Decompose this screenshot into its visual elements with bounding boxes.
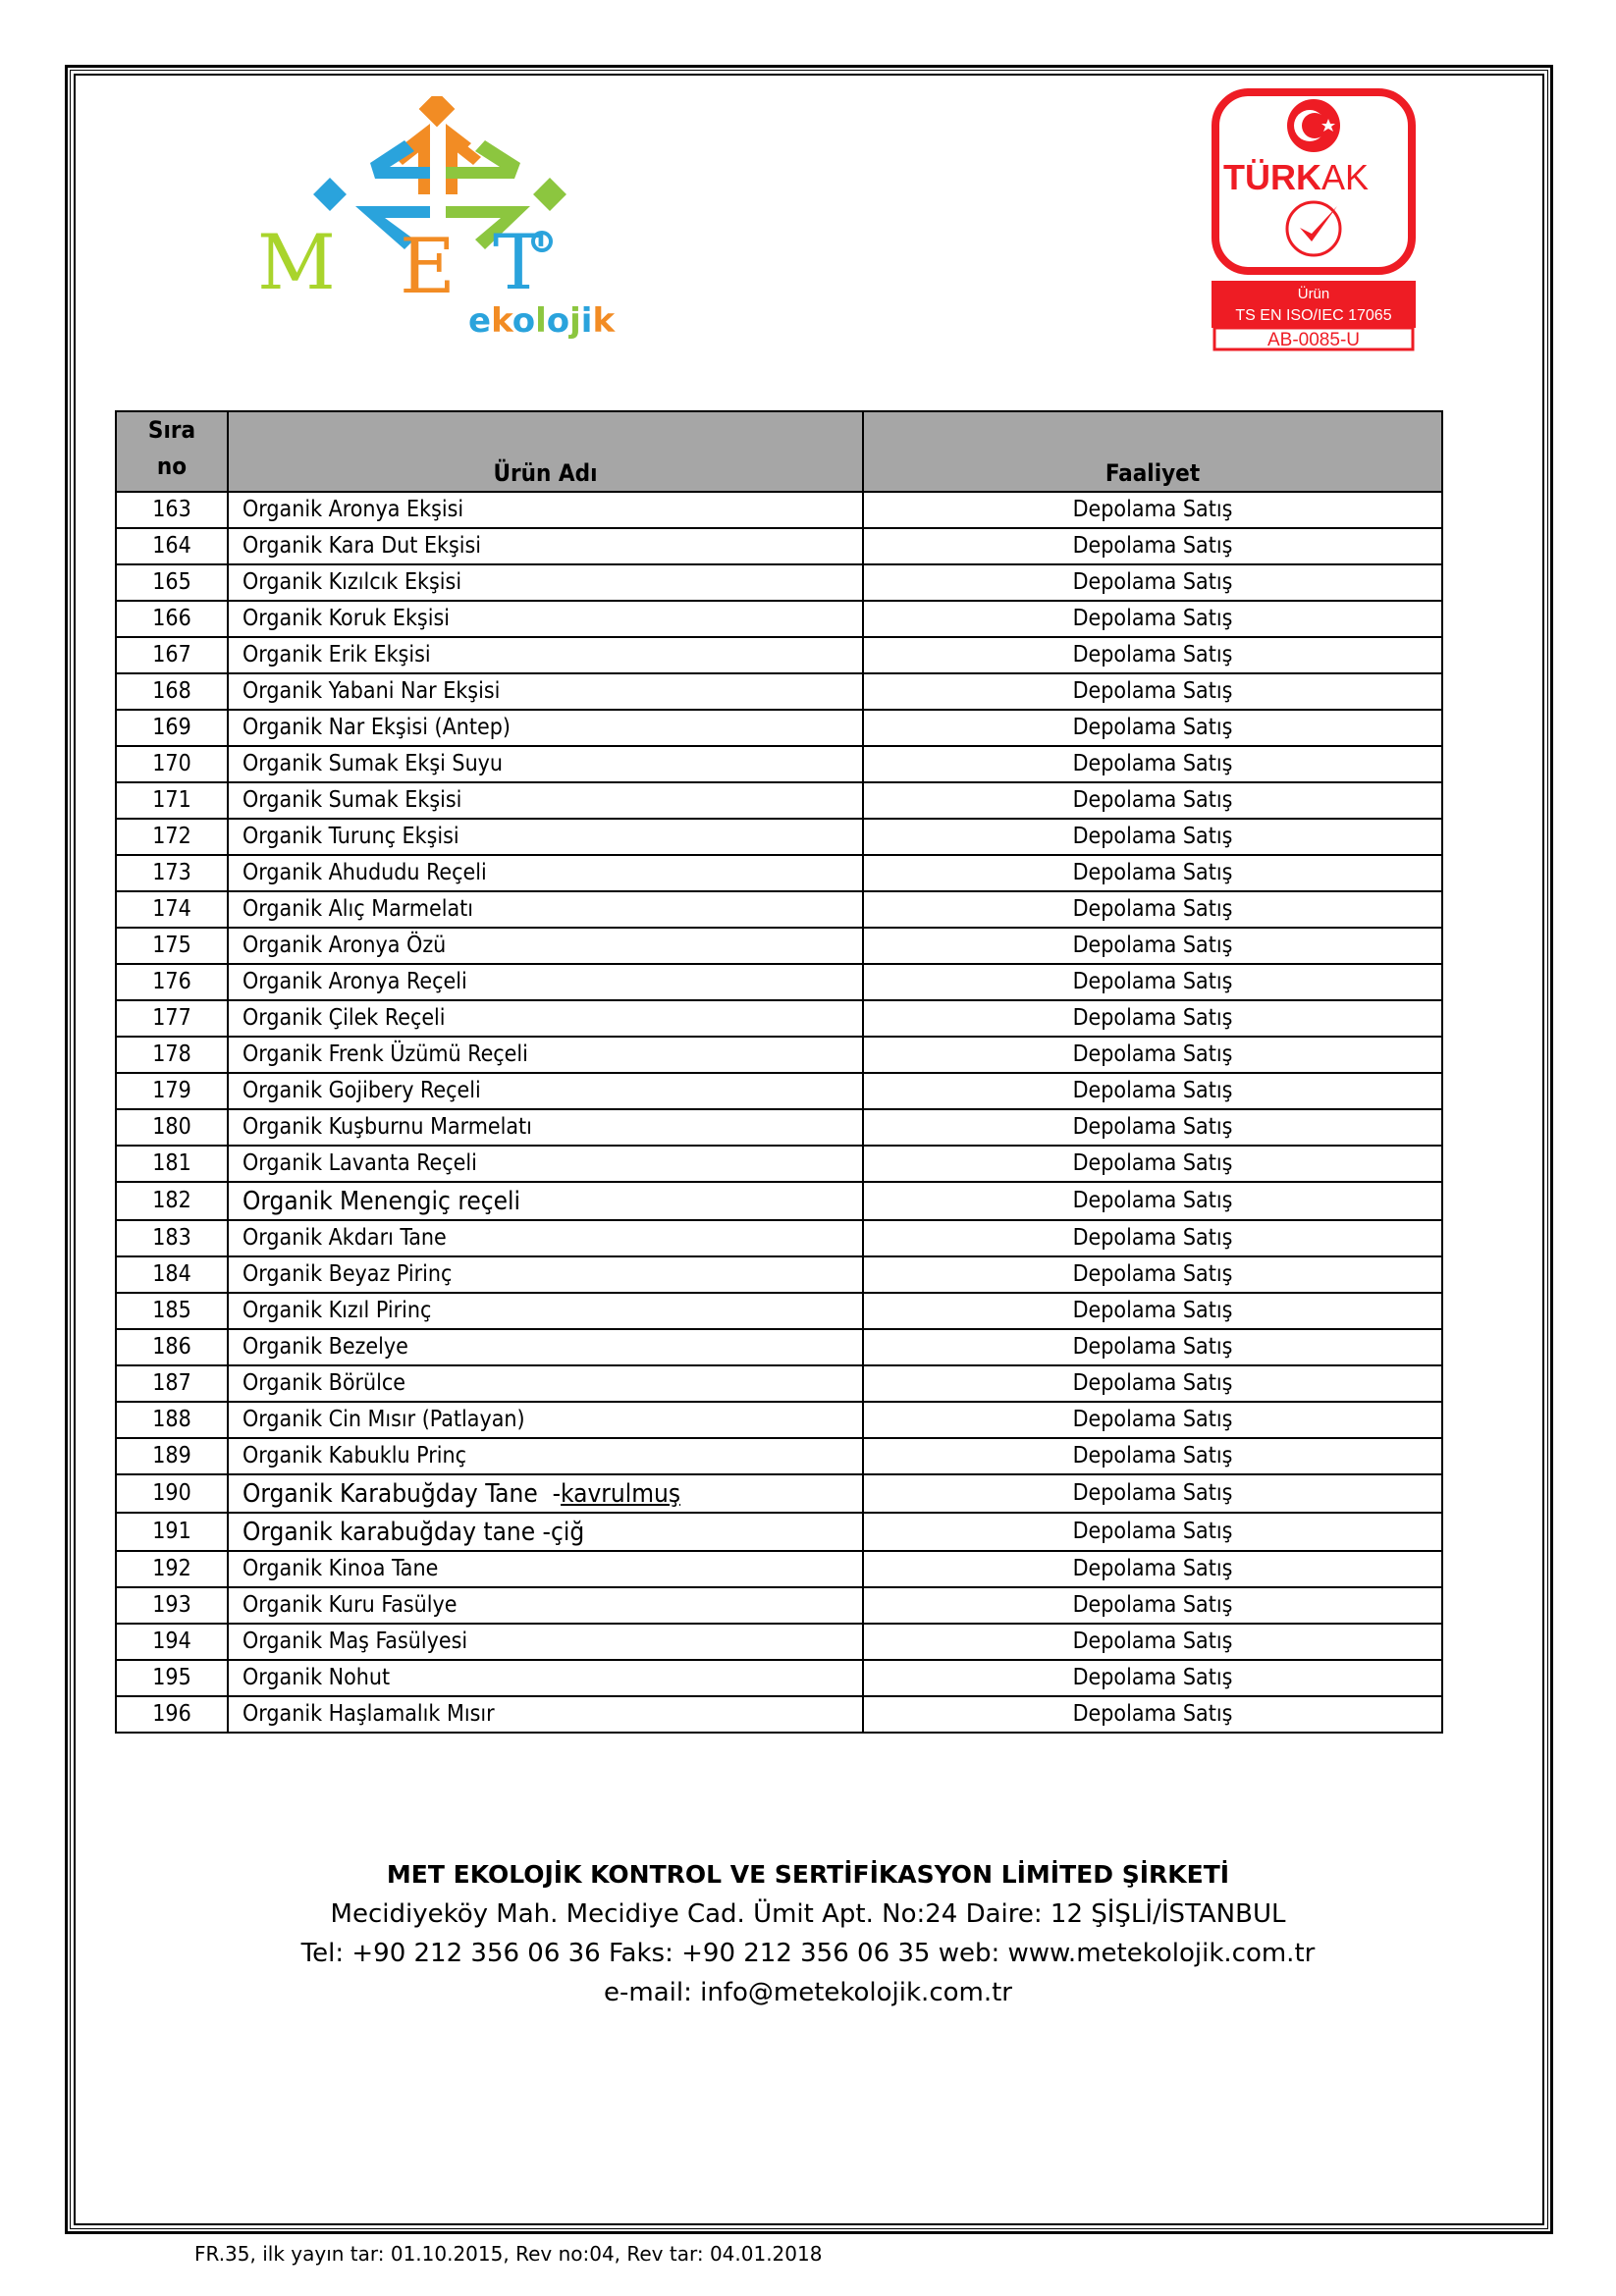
product-name-text: Organik Kuşburnu Marmelatı: [242, 1114, 532, 1141]
row-number: 177: [116, 1000, 228, 1037]
product-name: [228, 891, 863, 928]
table-row: [116, 1551, 1442, 1587]
product-activity: Depolama Satış: [863, 782, 1442, 819]
table-row: [116, 1000, 1442, 1037]
product-name-text: Organik Karabuğday Tane -: [242, 1478, 562, 1509]
product-activity: Depolama Satış: [863, 1220, 1442, 1256]
table-row: [116, 1365, 1442, 1402]
product-name: [228, 528, 863, 564]
product-name-text: Organik Aronya Özü: [242, 933, 447, 959]
product-activity: Depolama Satış: [863, 564, 1442, 601]
product-name: [228, 564, 863, 601]
product-activity: Depolama Satış: [863, 1660, 1442, 1696]
table-row: [116, 1293, 1442, 1329]
product-activity: Depolama Satış: [863, 1696, 1442, 1733]
table-header-row: [116, 411, 1442, 492]
product-name: [228, 1438, 863, 1474]
row-number: 181: [116, 1146, 228, 1182]
row-number: 186: [116, 1329, 228, 1365]
row-number: 188: [116, 1402, 228, 1438]
product-name: [228, 492, 863, 528]
product-name: [228, 1293, 863, 1329]
product-name: [228, 710, 863, 746]
company-address: Mecidiyeköy Mah. Mecidiye Cad. Ümit Apt. No:24 Daire: 12 ŞİŞLİ/İSTANBUL: [330, 1899, 1286, 1929]
table-row: [116, 964, 1442, 1000]
table-row: [116, 710, 1442, 746]
product-activity: Depolama Satış: [863, 928, 1442, 964]
row-number: 166: [116, 601, 228, 637]
product-name-text: Organik Lavanta Reçeli: [242, 1150, 477, 1177]
product-name-text: Organik Haşlamalık Mısır: [242, 1701, 495, 1728]
product-activity: Depolama Satış: [863, 601, 1442, 637]
product-activity: Depolama Satış: [863, 1109, 1442, 1146]
table-row: [116, 891, 1442, 928]
product-name-text: Organik Kuru Fasülye: [242, 1592, 458, 1619]
product-name: [228, 1073, 863, 1109]
product-name: [228, 928, 863, 964]
row-number: 164: [116, 528, 228, 564]
product-name: [228, 1696, 863, 1733]
table-row: [116, 1220, 1442, 1256]
turkak-name: [1223, 157, 1369, 197]
product-name: [228, 1146, 863, 1182]
product-name: [228, 782, 863, 819]
product-name: [228, 1037, 863, 1073]
turkak-name-light: AK: [1320, 157, 1370, 197]
product-name-text: Organik Yabani Nar Ekşisi: [242, 678, 501, 705]
company-contact: Tel: +90 212 356 06 36 Faks: +90 212 356 06 35 web: www.metekolojik.com.tr: [300, 1939, 1316, 1968]
product-name: [228, 601, 863, 637]
table-row: [116, 1696, 1442, 1733]
product-name: [228, 1000, 863, 1037]
table-row: [116, 1073, 1442, 1109]
product-name: [228, 1624, 863, 1660]
product-name-text: Organik Kabuklu Prinç: [242, 1443, 466, 1469]
table-row: [116, 1438, 1442, 1474]
row-number: 184: [116, 1256, 228, 1293]
row-number: 173: [116, 855, 228, 891]
company-email: e-mail: info@metekolojik.com.tr: [604, 1978, 1012, 2007]
product-name: [228, 673, 863, 710]
product-name-text: Organik Sumak Ekşi Suyu: [242, 751, 504, 777]
table-row: [116, 1474, 1442, 1513]
header-sira-line2: no: [156, 453, 188, 481]
product-name-qualifier: kavrulmuş: [561, 1478, 681, 1509]
row-number: 189: [116, 1438, 228, 1474]
table-row: [116, 1513, 1442, 1551]
row-number: 172: [116, 819, 228, 855]
product-activity: Depolama Satış: [863, 1073, 1442, 1109]
product-name-text: Organik Kızıl Pirinç: [242, 1298, 432, 1324]
table-row: [116, 492, 1442, 528]
product-activity: Depolama Satış: [863, 492, 1442, 528]
product-name-text: Organik Çilek Reçeli: [242, 1005, 446, 1032]
product-name: [228, 964, 863, 1000]
row-number: 163: [116, 492, 228, 528]
product-name: [228, 1587, 863, 1624]
row-number: 174: [116, 891, 228, 928]
product-name: [228, 1513, 863, 1551]
product-activity: Depolama Satış: [863, 1551, 1442, 1587]
logo-ekolojik-text: ekolojik: [468, 301, 616, 341]
product-name: [228, 1220, 863, 1256]
product-name-text: Organik Menengiç reçeli: [242, 1186, 521, 1216]
row-number: 193: [116, 1587, 228, 1624]
logo-letter-e: E: [400, 223, 456, 311]
product-name-text: Organik Akdarı Tane: [242, 1225, 447, 1252]
table-row: [116, 1146, 1442, 1182]
product-name-text: Organik Koruk Ekşisi: [242, 606, 450, 632]
row-number: 171: [116, 782, 228, 819]
product-activity: Depolama Satış: [863, 1587, 1442, 1624]
product-activity: Depolama Satış: [863, 637, 1442, 673]
product-name-text: Organik Sumak Ekşisi: [242, 787, 462, 814]
product-name-text: Organik Börülce: [242, 1370, 405, 1397]
table-row: [116, 928, 1442, 964]
table-row: [116, 1256, 1442, 1293]
product-name-text: Organik Maş Fasülyesi: [242, 1629, 468, 1655]
logo-letters: [257, 219, 544, 311]
product-name-text: Organik Gojibery Reçeli: [242, 1078, 481, 1104]
met-ekolojik-logo: [257, 96, 630, 351]
product-activity: Depolama Satış: [863, 964, 1442, 1000]
product-name: [228, 1474, 863, 1513]
product-name-text: Organik Beyaz Pirinç: [242, 1261, 453, 1288]
product-activity: Depolama Satış: [863, 1000, 1442, 1037]
product-name: [228, 819, 863, 855]
product-name-text: Organik Kinoa Tane: [242, 1556, 439, 1582]
table-row: [116, 673, 1442, 710]
product-name-text: Organik Nar Ekşisi (Antep): [242, 715, 511, 741]
product-name-text: Organik Kızılcık Ekşisi: [242, 569, 462, 596]
product-activity: Depolama Satış: [863, 1182, 1442, 1220]
row-number: 191: [116, 1513, 228, 1551]
product-table: [115, 410, 1443, 1734]
row-number: 187: [116, 1365, 228, 1402]
logo-letter-m: M: [257, 219, 336, 307]
product-activity: Depolama Satış: [863, 1037, 1442, 1073]
turkak-name-bold: TÜRK: [1223, 157, 1321, 197]
product-activity: Depolama Satış: [863, 1513, 1442, 1551]
product-name: [228, 1182, 863, 1220]
row-number: 169: [116, 710, 228, 746]
table-row: [116, 1402, 1442, 1438]
product-name: [228, 746, 863, 782]
product-name-text: Organik Aronya Reçeli: [242, 969, 467, 995]
product-activity: Depolama Satış: [863, 1146, 1442, 1182]
table-row: [116, 855, 1442, 891]
row-number: 176: [116, 964, 228, 1000]
product-name: [228, 1660, 863, 1696]
row-number: 194: [116, 1624, 228, 1660]
row-number: 180: [116, 1109, 228, 1146]
product-name-text: Organik Aronya Ekşisi: [242, 497, 464, 523]
table-row: [116, 819, 1442, 855]
turkak-accreditation-code: AB-0085-U: [1267, 330, 1360, 350]
table-row: [116, 1624, 1442, 1660]
turkak-scope-line2: TS EN ISO/IEC 17065: [1235, 307, 1392, 324]
product-name: [228, 1402, 863, 1438]
table-row: [116, 1587, 1442, 1624]
product-activity: Depolama Satış: [863, 1438, 1442, 1474]
product-name-text: Organik Cin Mısır (Patlayan): [242, 1407, 525, 1433]
table-row: [116, 1660, 1442, 1696]
logo-letter-t: T: [493, 219, 545, 307]
product-name: [228, 1365, 863, 1402]
product-activity: Depolama Satış: [863, 1474, 1442, 1513]
table-row: [116, 746, 1442, 782]
form-revision-info: FR.35, ilk yayın tar: 01.10.2015, Rev no:04, Rev tar: 04.01.2018: [194, 2242, 823, 2266]
row-number: 170: [116, 746, 228, 782]
product-activity: Depolama Satış: [863, 1293, 1442, 1329]
product-name: [228, 1329, 863, 1365]
row-number: 190: [116, 1474, 228, 1513]
product-activity: Depolama Satış: [863, 855, 1442, 891]
row-number: 185: [116, 1293, 228, 1329]
product-name: [228, 855, 863, 891]
product-name-text: Organik Ahududu Reçeli: [242, 860, 487, 886]
row-number: 167: [116, 637, 228, 673]
table-row: [116, 1182, 1442, 1220]
product-activity: Depolama Satış: [863, 746, 1442, 782]
product-activity: Depolama Satış: [863, 1402, 1442, 1438]
table-row: [116, 1037, 1442, 1073]
product-name-text: Organik Alıç Marmelatı: [242, 896, 474, 923]
product-name-text: Organik Erik Ekşisi: [242, 642, 431, 668]
row-number: 178: [116, 1037, 228, 1073]
table-row: [116, 782, 1442, 819]
product-name: [228, 1551, 863, 1587]
product-activity: Depolama Satış: [863, 710, 1442, 746]
product-activity: Depolama Satış: [863, 673, 1442, 710]
product-activity: Depolama Satış: [863, 1256, 1442, 1293]
turkak-scope-line1: Ürün: [1297, 286, 1330, 302]
product-activity: Depolama Satış: [863, 819, 1442, 855]
table-row: [116, 1329, 1442, 1365]
product-activity: Depolama Satış: [863, 1624, 1442, 1660]
product-name-text: Organik karabuğday tane -çiğ: [242, 1517, 585, 1547]
product-activity: Depolama Satış: [863, 528, 1442, 564]
product-name-text: Organik Kara Dut Ekşisi: [242, 533, 482, 560]
row-number: 192: [116, 1551, 228, 1587]
row-number: 183: [116, 1220, 228, 1256]
row-number: 175: [116, 928, 228, 964]
product-activity: Depolama Satış: [863, 1329, 1442, 1365]
header-faaliyet: Faaliyet: [863, 411, 1442, 492]
table-row: [116, 564, 1442, 601]
table-row: [116, 601, 1442, 637]
product-name-text: Organik Frenk Üzümü Reçeli: [242, 1041, 528, 1068]
table-row: [116, 528, 1442, 564]
row-number: 182: [116, 1182, 228, 1220]
company-name: MET EKOLOJİK KONTROL VE SERTİFİKASYON LİMİTED ŞİRKETİ: [386, 1860, 1230, 1889]
product-name: [228, 1256, 863, 1293]
header-sira-line1: Sıra: [147, 416, 196, 444]
header-sira-no: [116, 411, 228, 492]
product-activity: Depolama Satış: [863, 1365, 1442, 1402]
table-row: [116, 1109, 1442, 1146]
product-name-text: Organik Turunç Ekşisi: [242, 824, 459, 850]
turkak-accreditation-logo: [1210, 86, 1418, 351]
product-name-text: Organik Bezelye: [242, 1334, 408, 1361]
row-number: 195: [116, 1660, 228, 1696]
row-number: 196: [116, 1696, 228, 1733]
product-name: [228, 637, 863, 673]
product-name: [228, 1109, 863, 1146]
row-number: 165: [116, 564, 228, 601]
product-activity: Depolama Satış: [863, 891, 1442, 928]
table-row: [116, 637, 1442, 673]
row-number: 168: [116, 673, 228, 710]
product-name-text: Organik Nohut: [242, 1665, 391, 1691]
row-number: 179: [116, 1073, 228, 1109]
header-urun-adi: Ürün Adı: [228, 411, 863, 492]
